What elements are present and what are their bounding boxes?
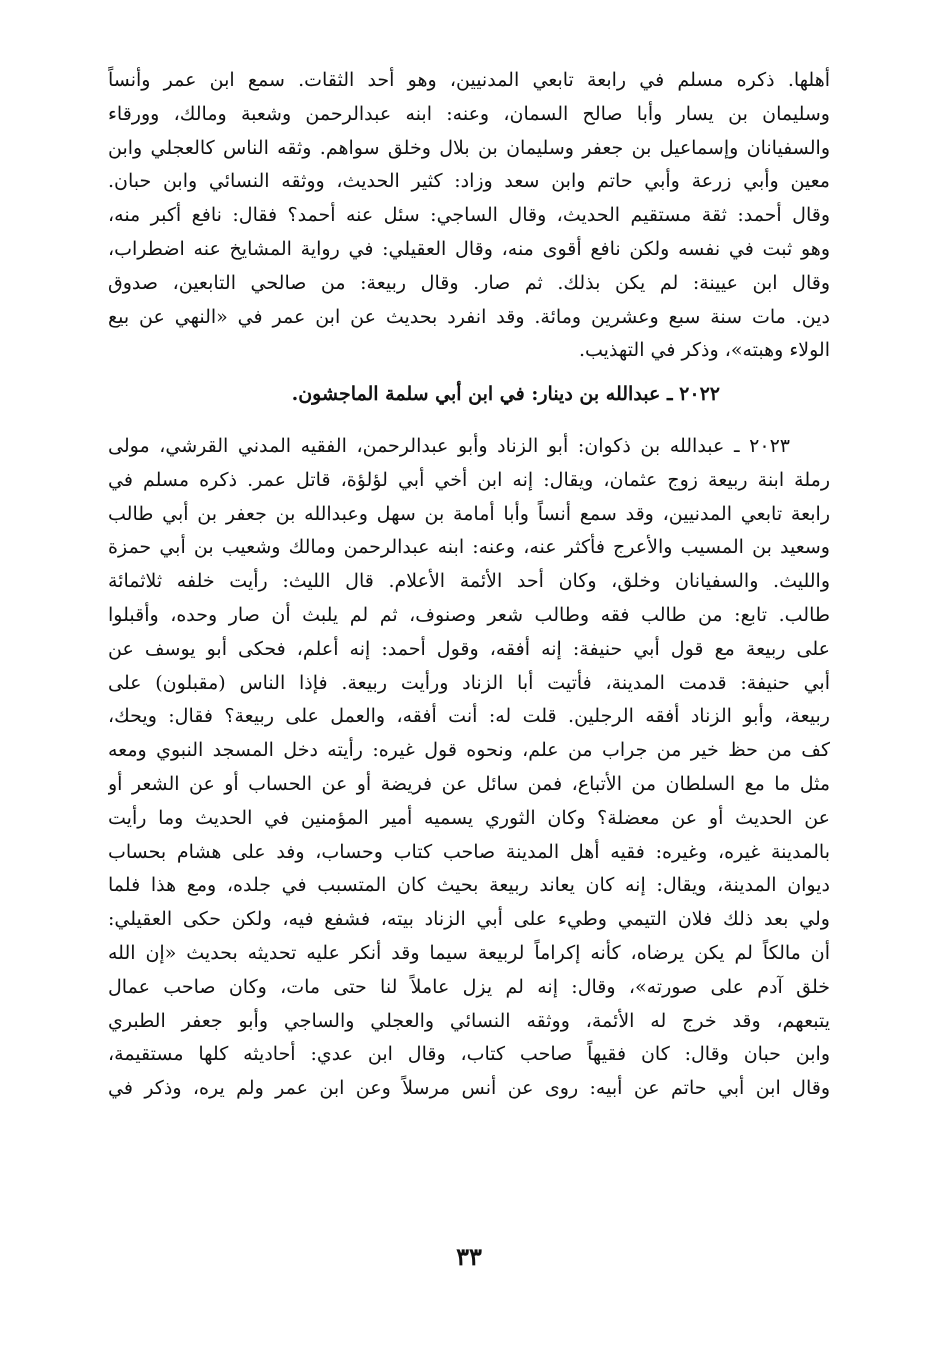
text-line: وقال ابن عيينة: لم يكن بذلك. ثم صار. وقال ربيعة: من صالحي التابعين، صدوق: [108, 271, 830, 294]
text-line: وابن حبان وقال: كان فقيهاً صاحب كتاب، وقال ابن عدي: أحاديثه كلها مستقيمة،: [108, 1043, 830, 1066]
spacer: [108, 368, 830, 378]
entry-2023: [108, 430, 830, 1106]
text-line: ربيعة، وأبو الزناد أفقه الرجلين. قلت له: أنت أفقه، والعمل على ربيعة؟ فقال: ويحك،: [108, 705, 830, 728]
text-line: الولاء وهبته»، وذكر في التهذيب.: [578, 339, 830, 362]
text-line: والليث. والسفيانان وخلق، وكان أحد الأئمة الأعلام. قال الليث: رأيت خلفه ثلاثمائة: [108, 570, 830, 593]
text-line: كف من حظ خير من جراب من علم، ونحوه قول غيره: رأيته دخل المسجد النبوي ومعه: [108, 739, 830, 762]
text-line: أبي حنيفة: قدمت المدينة، فأتيت أبا الزناد ورأيت ربيعة. فإذا الناس (مقبلون) على: [108, 671, 830, 694]
text-line: خلق آدم على صورته»، وقال: إنه لم يزل عاملاً لنا حتى مات، وكان صاحب عمال: [108, 975, 830, 998]
text-line: دين. مات سنة سبع وعشرين ومائة. وقد انفرد بحديث عن ابن عمر في «النهي عن بيع: [108, 305, 830, 328]
text-line: رملة ابنة ربيعة زوج عثمان، ويقال: إنه ابن أخي أبي لؤلؤة، قاتل عمر. ذكره مسلم في: [108, 468, 830, 491]
page-number: ٣٣: [456, 1242, 482, 1271]
text-line: أهلها. ذكره مسلم في رابعة تابعي المدنيين، وهو أحد الثقات. سمع ابن عمر وأنساً: [108, 69, 830, 91]
text-line: وسليمان بن يسار وأبا صالح السمان، وعنه: ابنه عبدالرحمن وشعبة ومالك، وورقاء: [108, 102, 830, 125]
text-line: وسعيد بن المسيب والأعرج فأكثر عنه، وعنه: ابنه عبدالرحمن ومالك وشعيب بن أبي حمزة: [108, 536, 830, 559]
document-page: [108, 64, 830, 1106]
text-line: والسفيانان وإسماعيل بن جعفر وسليمان بن بلال وخلق سواهم. وثقه الناس كالعجلي وابن: [108, 136, 830, 159]
text-line: وهو ثبت في نفسه ولكن نافع أقوى منه، وقال العقيلي: في رواية المشايخ عنه اضطراب،: [108, 237, 830, 260]
spacer: [108, 412, 830, 430]
text-line: بالمدينة غيره، وغيره: فقيه أهل المدينة صاحب كتاب وحساب، وفد على هشام بحساب: [108, 840, 830, 863]
entry-2021-continued: [108, 64, 830, 368]
text-line: رابعة تابعي المدنيين، وقد سمع أنساً وأبا أمامة بن سهل وعبدالله بن جعفر بن أبي طالب: [108, 502, 830, 525]
text-line: على ربيعة مع قول أبي حنيفة: إنه أفقه، وقول أحمد: إنه أعلم، فحكى أبو يوسف عن: [108, 637, 830, 660]
text-line: وقال ابن أبي حاتم عن أبيه: روى عن أنس مرسلاً وعن ابن عمر ولم يره، وذكر في: [108, 1077, 830, 1100]
text-line: معين وأبي زرعة وأبي حاتم وابن سعد وزاد: كثير الحديث، ووثقه النسائي وابن حبان.: [108, 170, 830, 193]
text-line: مثل ما مع السلطان من الأتباع، فمن سائل عن فريضة أو عن الحساب أو عن الشعر أو: [108, 772, 830, 795]
text-line: ديوان المدينة، ويقال: إنه كان يعاند ربيعة بحيث كان المتسبب في جلده، ومع هذا فلما: [108, 874, 830, 897]
text-line: ولي بعد ذلك فلان التيمي وطيء على أبي الزناد بيته، فشفع فيه، ولكن حكى العقيلي:: [108, 908, 830, 931]
text-line: وقال أحمد: ثقة مستقيم الحديث، وقال الساجي: سئل عنه أحمد؟ فقال: نافع أكبر منه،: [108, 204, 830, 227]
entry-2022: ٢٠٢٢ ـ عبدالله بن دينار: في ابن أبي سلمة الماجشون.: [291, 383, 720, 406]
text-line: أن مالكاً لم يكن يرضاه، كأنه إكراماً لربيعة سيما وقد أنكر عليه تحديثه بحديث «إن الله: [108, 941, 830, 964]
text-line: عن الحديث أو عن معضلة؟ وكان الثوري يسميه أمير المؤمنين في الحديث وما رأيت: [108, 806, 830, 829]
text-line: طالب. تابع: من طالب فقه وطالب شعر وصنوف، ثم لم يلبث أن صار وحده، وأقبلوا: [108, 603, 830, 626]
entry-heading-line: ٢٠٢٣ ـ عبدالله بن ذكوان: أبو الزناد وأبو عبدالرحمن، الفقيه المدني القرشي، مولى: [108, 434, 790, 457]
text-line: يتبعهم، وقد خرج له الأئمة، ووثقه النسائي والعجلي والساجي وأبو جعفر الطبري: [108, 1009, 830, 1032]
